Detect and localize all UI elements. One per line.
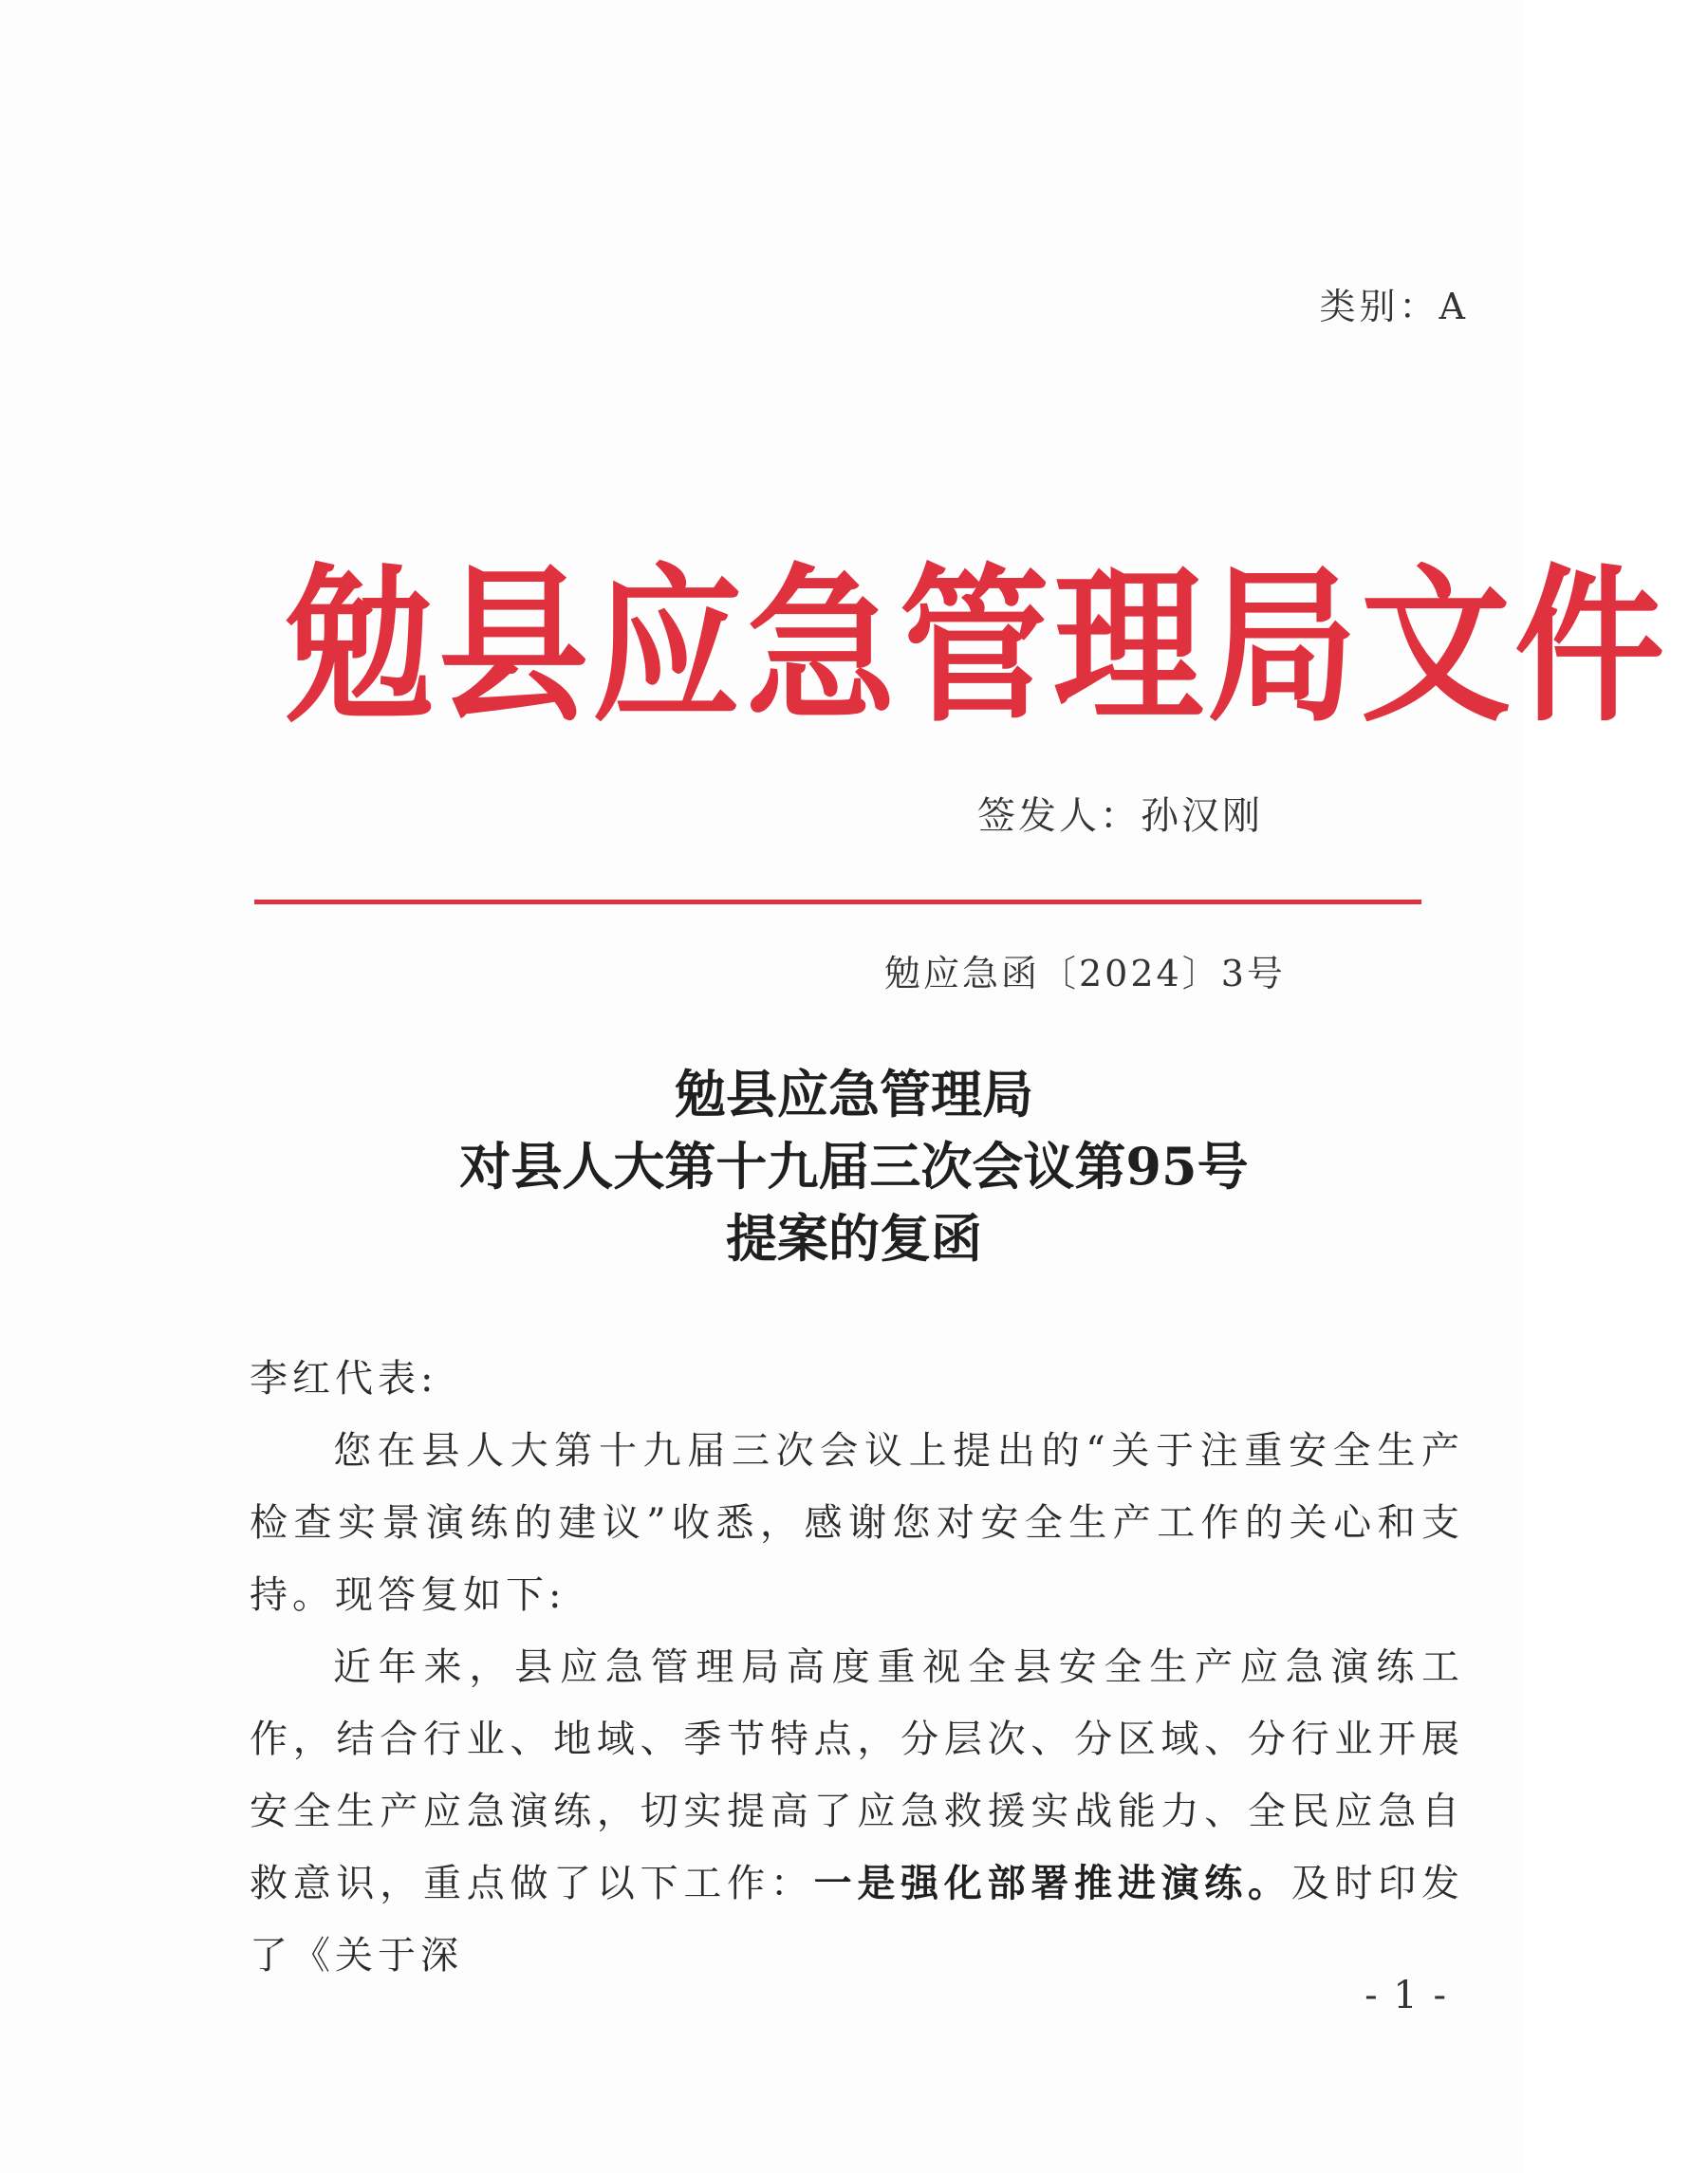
- salutation: 李红代表:: [250, 1357, 438, 1401]
- title-line-1: 勉县应急管理局: [675, 1064, 1033, 1124]
- paragraph-2-emphasis: 一是强化部署推进演练。: [813, 1861, 1291, 1905]
- paragraph-2-lead: 近年来，县应急管理局高度重视全县安全生产应急演练工作，结合行业、地域、季节特点，分层次、分区域、分行业开展安全生产应急演练，切实提高了应急救援实战能力、全民应急自救意识，重点做了以下工作：: [250, 1645, 1464, 1905]
- title-line-3: 提案的复函: [726, 1208, 982, 1269]
- paragraph-2: [250, 1631, 1464, 1992]
- letter-body: [250, 1343, 1464, 1992]
- paragraph-1: 您在县人大第十九届三次会议上提出的“关于注重安全生产检查实景演练的建议”收悉，感谢您对安全生产工作的关心和支持。现答复如下:: [250, 1429, 1464, 1617]
- paragraph-2-tail: 及时印发了《关于深: [250, 1862, 1465, 1978]
- page-number: - 1 -: [1365, 1974, 1448, 2017]
- document-title: [0, 1058, 1708, 1274]
- red-separator-line: [254, 900, 1421, 904]
- document-category: 类别：A: [1319, 286, 1469, 327]
- document-number: 勉应急函〔2024〕3号: [884, 953, 1286, 994]
- signer: 签发人：孙汉刚: [977, 794, 1263, 838]
- title-line-2: 对县人大第十九届三次会议第95号: [459, 1136, 1249, 1197]
- masthead-title: 勉县应急管理局文件: [285, 548, 1668, 746]
